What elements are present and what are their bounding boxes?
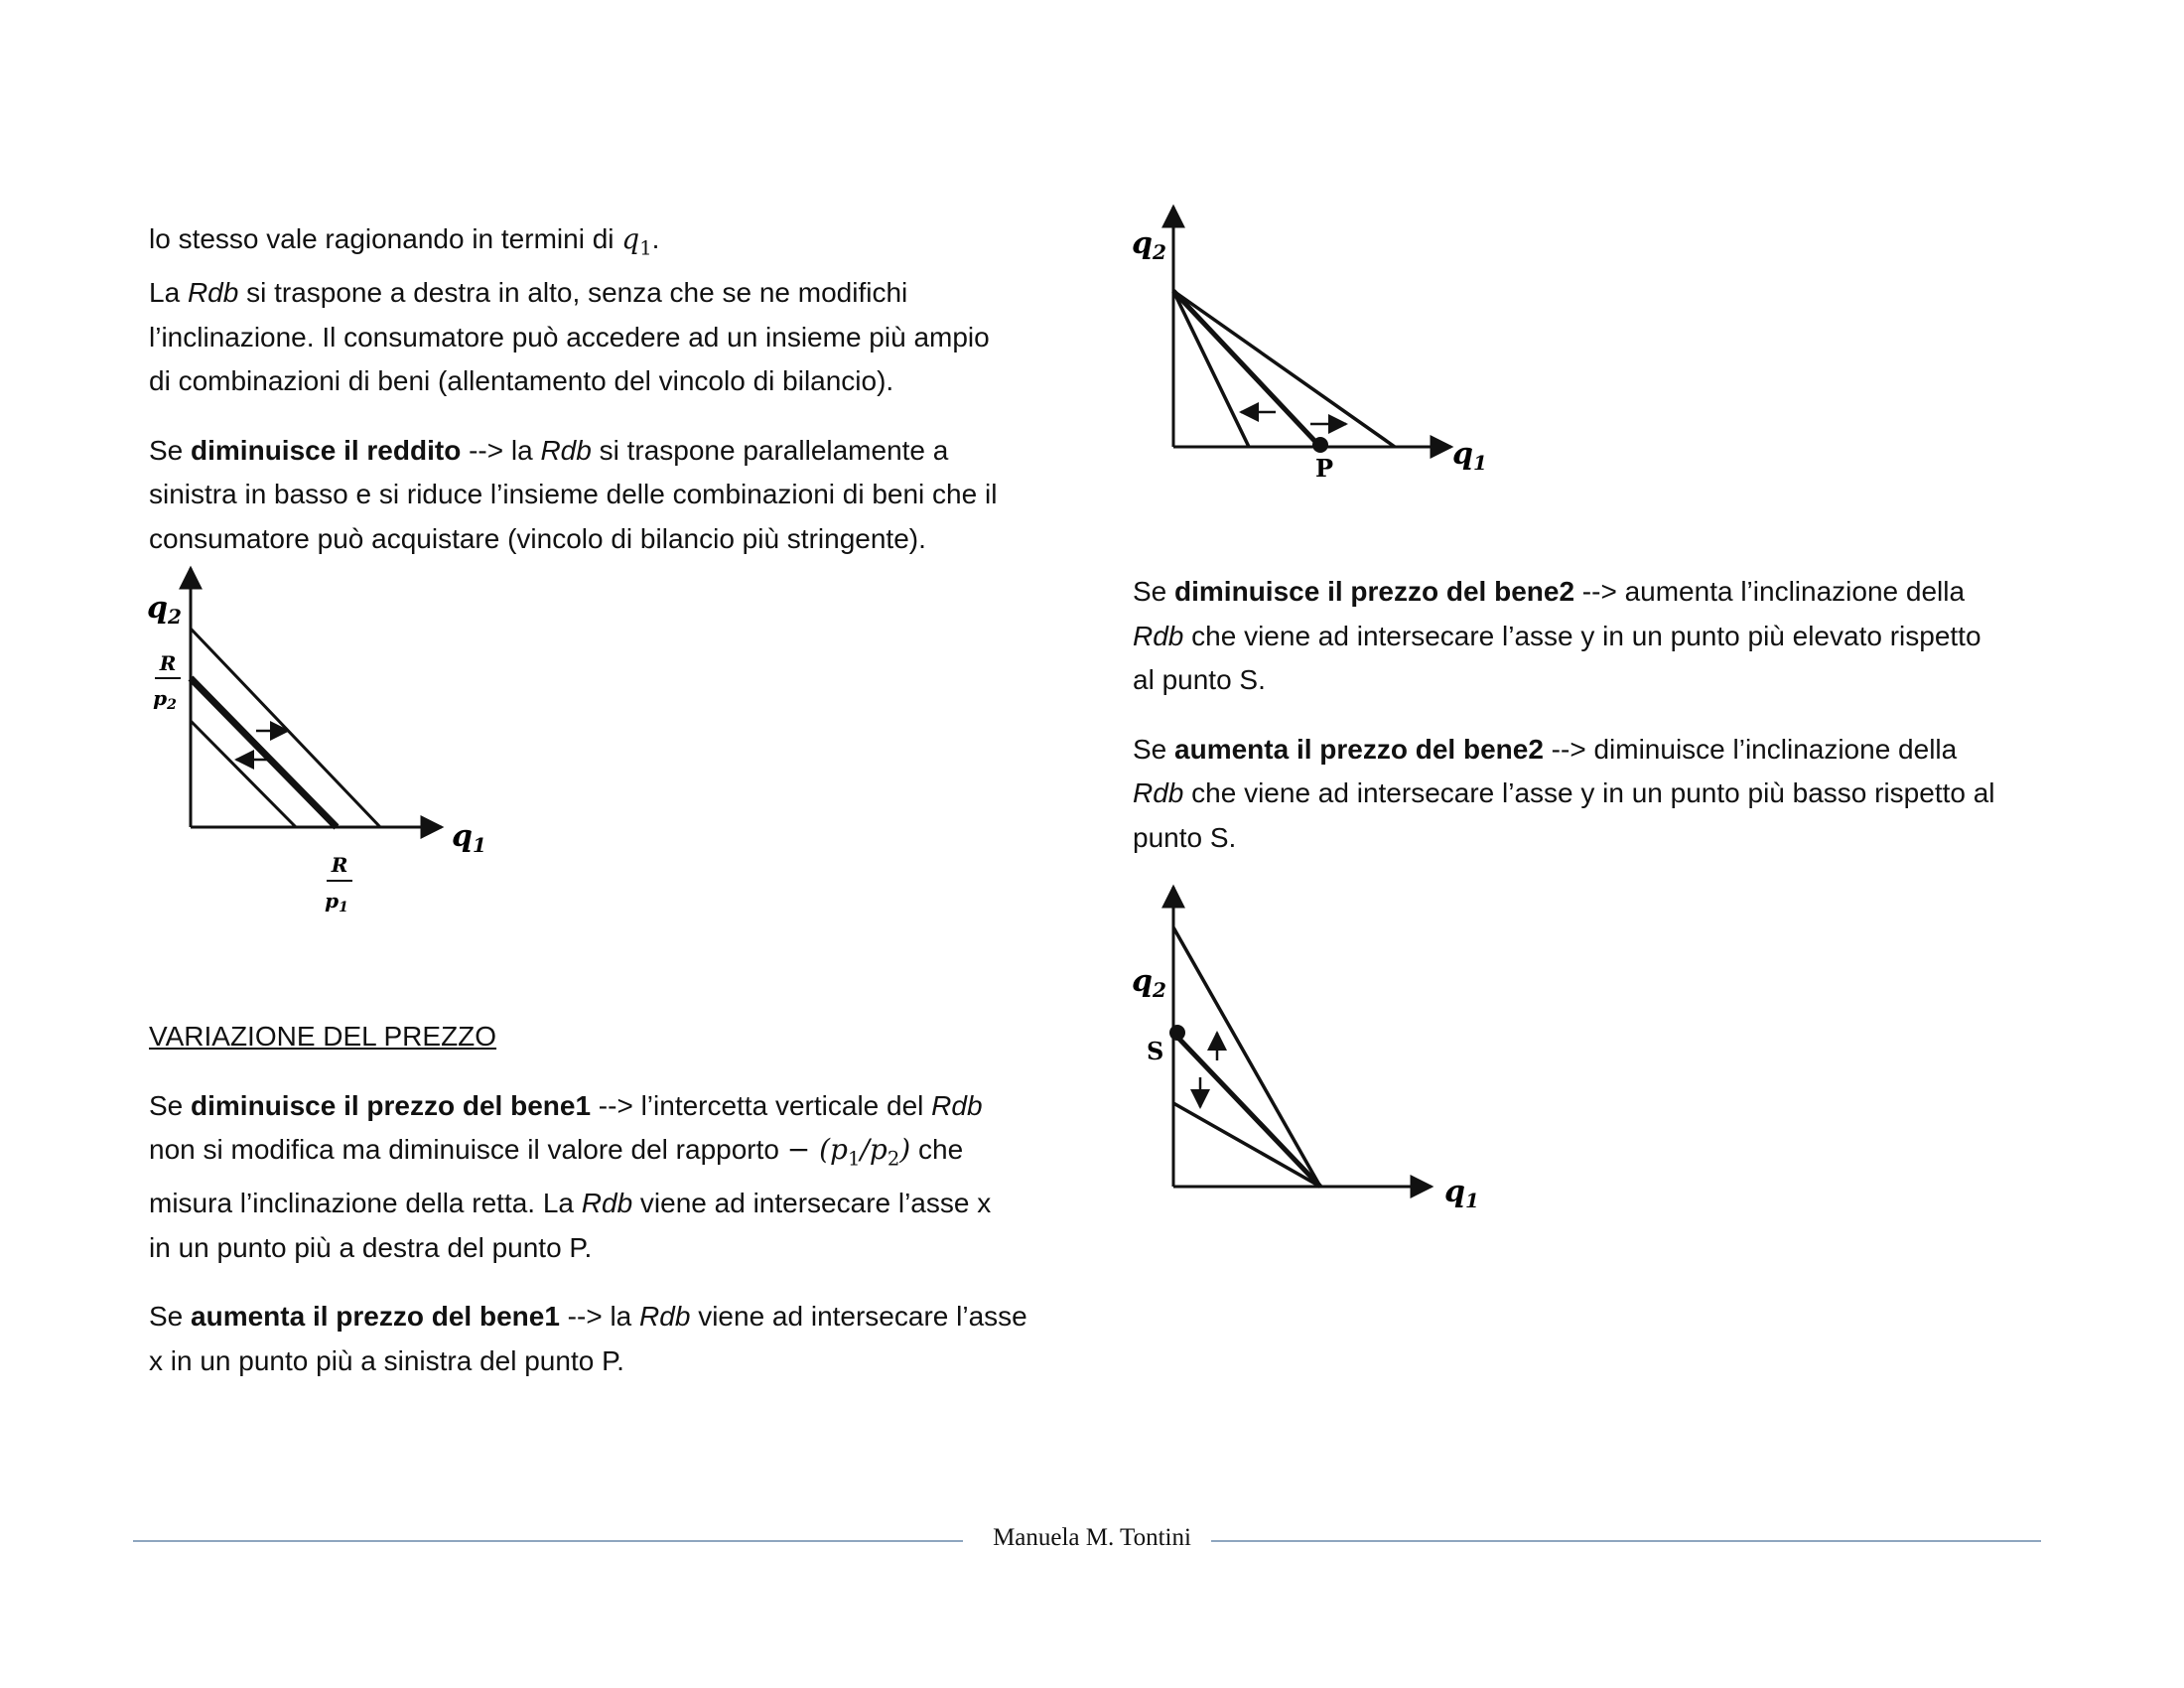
income-decrease-paragraph: Se diminuisce il reddito --> la Rdb si traspone parallelamente a sinistra in basso e si riduce l’insieme delle combinazioni di beni che il consumatore può acquistare (vincolo di bilancio più stringente). (149, 434, 998, 554)
section-heading: VARIAZIONE DEL PREZZO (149, 1021, 497, 1052)
intro-paragraph: lo stesso vale ragionando in termini di $q_1$. La Rdb si traspone a destra in alto, senza che se ne modifichi l’inclinazione. Il consumatore può accedere ad un insieme più ampio di combinazioni di beni (allentamento del vincolo di bilancio). (149, 222, 990, 397)
y-axis-label: $q_2$ (1132, 964, 1166, 1002)
q1-symbol: $q_1$ (621, 222, 652, 260)
price1-increase-paragraph: Se aumenta il prezzo del bene1 --> la Rdb viene ad intersecare l’asse x in un punto più a sinistra del punto P. (149, 1301, 1027, 1376)
y-axis-label: $q_2$ (1132, 226, 1166, 264)
x-axis-label: $q_1$ (452, 819, 486, 857)
point-p-label: P (1315, 454, 1334, 483)
footer-author: Manuela M. Tontini (993, 1524, 1191, 1551)
point-s-label: S (1147, 1037, 1164, 1065)
footer-rule-right (1211, 1540, 2041, 1542)
x-intercept-numerator: R (331, 853, 348, 877)
x-axis-label: $q_1$ (1444, 1175, 1479, 1212)
price-ratio: − $(p_1/p_2)$ (786, 1133, 911, 1171)
footer-rule-left (133, 1540, 963, 1542)
x-axis-label: $q_1$ (1452, 437, 1487, 475)
price1-decrease-paragraph: Se diminuisce il prezzo del bene1 --> l’intercetta verticale del Rdb non si modifica ma diminuisce il valore del rapporto − $(p_1/p_2)$ che misura l’inclinazione della retta. La Rdb viene ad intersecare l’asse x in un punto più a destra del punto P. (149, 1089, 992, 1263)
y-axis-label: $q_2$ (147, 591, 182, 629)
price2-increase-paragraph: Se aumenta il prezzo del bene2 --> diminuisce l’inclinazione della Rdb che viene ad intersecare l’asse y in un punto più basso rispetto al punto S. (1133, 733, 1995, 853)
y-intercept-numerator: R (159, 651, 177, 675)
price2-decrease-paragraph: Se diminuisce il prezzo del bene2 --> aumenta l’inclinazione della Rdb che viene ad intersecare l’asse y in un punto più elevato rispetto al punto S. (1133, 576, 1981, 695)
y-intercept-denominator: $p_2$ (153, 686, 177, 713)
x-intercept-denominator: $p_1$ (325, 889, 348, 915)
point-s-marker (1169, 1025, 1185, 1041)
